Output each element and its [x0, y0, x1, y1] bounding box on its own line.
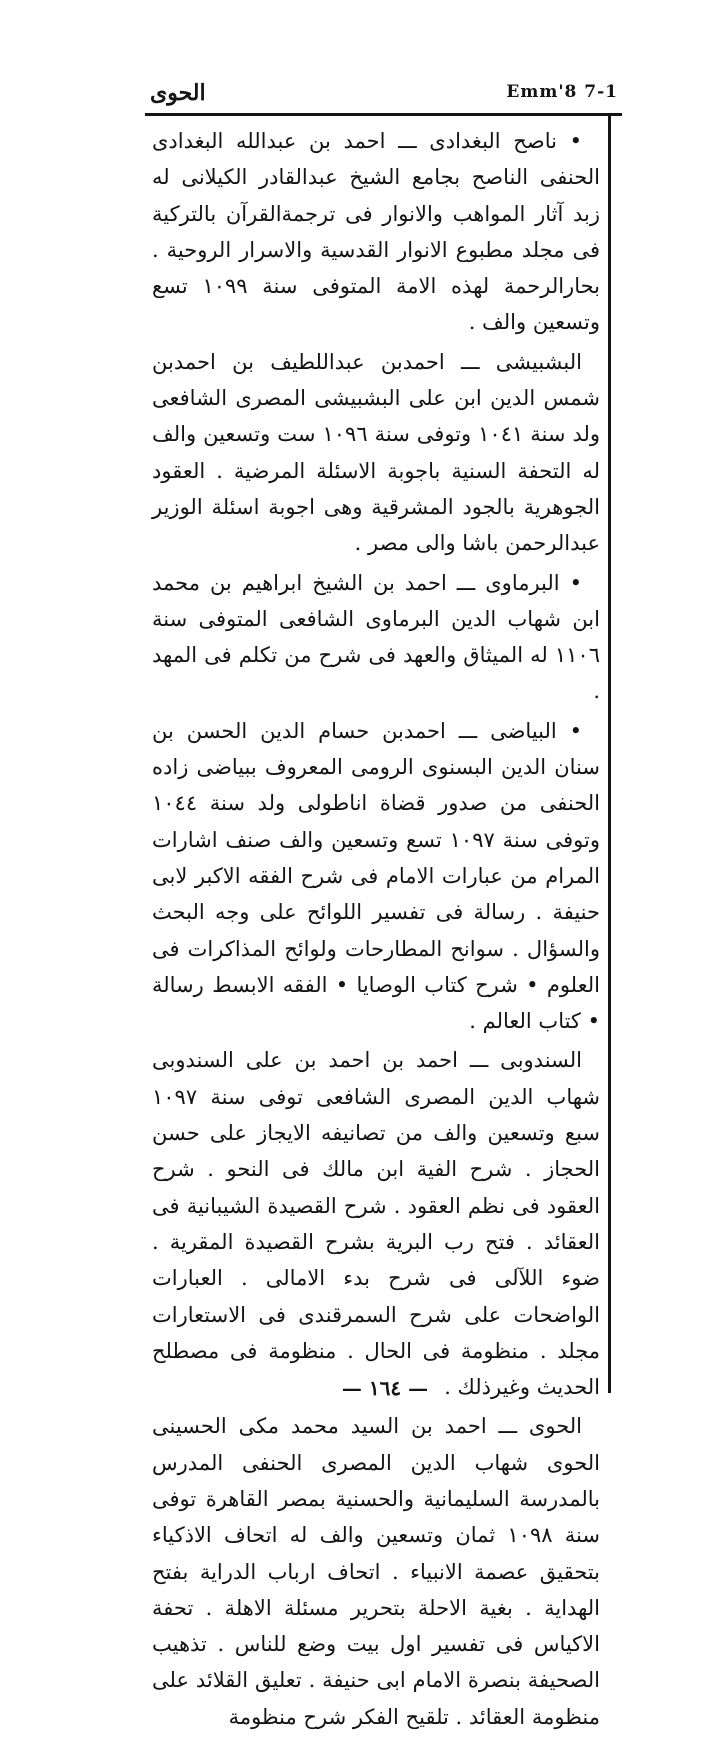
entry-al-hamawi: الحوى ـــ احمد بن السيد محمد مكى الحسينى الحوى شهاب الدين المصرى الحنفى المدرس بالمدرسة السليمانية والحسنية بمصر القاهرة توفى سنة ١٠٩٨ ثمان وتسعين والف له اتحاف الاذكياء بتحقيق عصمة الانبياء . اتحاف ارباب الدراية بفتح الهداية . بغية الاحلة بتحرير مسئلة الاهلة . تحفة الاكياس فى تفسير اول بيت وضع للناس . تذهيب الصحيفة بنصرة الامام ابى حنيفة . تعليق القلائد على منظومة العقائد . تلقيح الفكر شرح منظومة [152, 1414, 600, 1729]
page-number: — ١٦٤ — [341, 1376, 429, 1400]
entry-al-bishbishi: البشبيشى ـــ احمدبن عبداللطيف بن احمدبن شمس الدين ابن على البشبيشى المصرى الشافعى ولد سنة ١٠٤١ وتوفى سنة ١٠٩٦ ست وتسعين والف له التحفة السنية باجوبة الاسئلة المرضية . العقود الجوهرية بالجود المشرقية وهى اجوبة اسئلة الوزير عبدالرحمن باشا والى مصر . [152, 349, 601, 556]
entry-al-sandubi: السندوبى ـــ احمد بن احمد بن على السندوبى شهاب الدين المصرى الشافعى توفى سنة ١٠٩٧ سبع وتسعين والف من تصانيفه الايجاز على حسن الحجاز . شرح الفية ابن مالك فى النحو . شرح العقود فى نظم العقود . شرح القصيدة الشيبانية فى العقائد . فتح رب البرية بشرح القصيدة المقرية . ضوء اللآلى فى شرح بدء الامالى . العبارات الواضحات على شرح السمرقندى فى الاستعارات مجلد . منظومة فى الحال . منظومة فى مصطلح الحديث وغيرذلك . [152, 1048, 600, 1400]
margin-rule [608, 113, 611, 1393]
header-rule [145, 113, 622, 116]
entry-nasih-al-baghdadi: • ناصح البغدادى ـــ احمد بن عبدالله البغدادى الحنفى الناصح بجامع الشيخ عبدالقادر الكيلانى له زبد آثار المواهب والانوار فى ترجمةالقرآن بالتركية فى مجلد مطبوع الانوار القدسية والاسرار الروحية . بحارالرحمة لهذه الامة المتوفى سنة ١٠٩٩ تسع وتسعين والف . [152, 129, 600, 335]
text-body [152, 123, 600, 1738]
header-code: Emm'8 7-1 [506, 82, 618, 102]
header-title: الحوى [150, 80, 206, 106]
running-header [150, 76, 618, 112]
entry-al-bayadi: • البياضى ـــ احمدبن حسام الدين الحسن بن سنان الدين البسنوى الرومى المعروف ببياضى زاده الحنفى من صدور قضاة اناطولى ولد سنة ١٠٤٤ وتوفى سنة ١٠٩٧ تسع وتسعين والف صنف اشارات المرام من عبارات الامام فى شرح الفقه الاكبر لابى حنيفة . رسالة فى تفسير اللوائح على وجه البحث والسؤال . سوانح المطارحات ولوائح المذاكرات فى العلوم • شرح كتاب الوصايا • الفقه الابسط رسالة • كتاب العالم . [152, 718, 600, 1034]
entry-al-birmawi: • البرماوى ـــ احمد بن الشيخ ابراهيم بن محمد ابن شهاب الدين البرماوى الشافعى المتوفى سنة ١١٠٦ له الميثاق والعهد فى شرح من تكلم فى المهد . [152, 570, 600, 704]
